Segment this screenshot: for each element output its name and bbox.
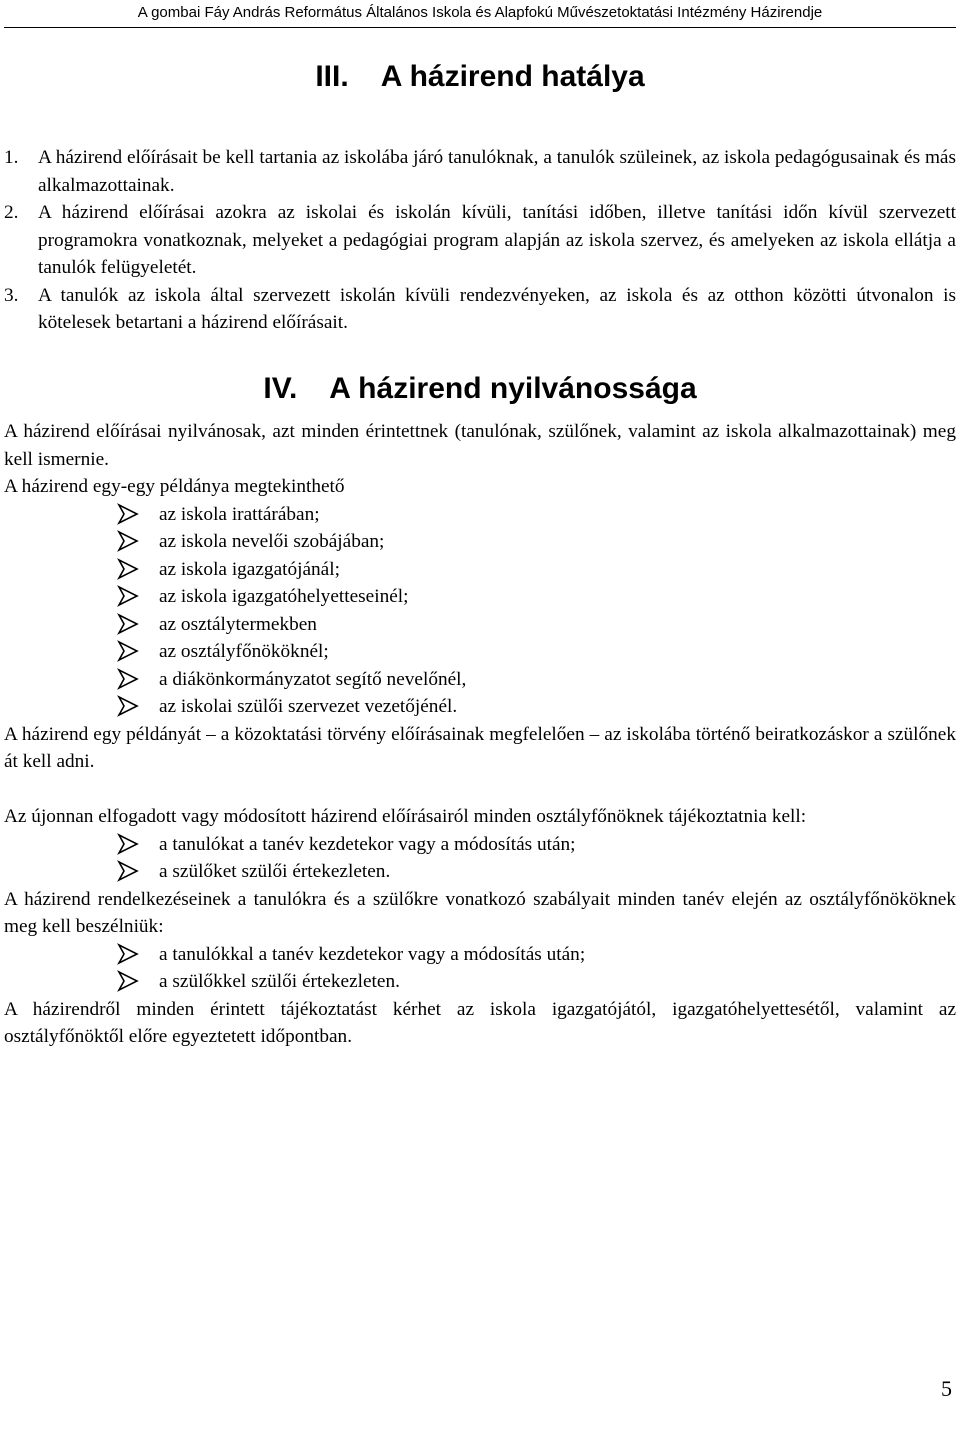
arrowhead-bullet-icon	[117, 640, 139, 662]
section-heading-3	[0, 60, 960, 94]
arrowhead-bullet-icon	[117, 503, 139, 525]
list-item: a szülőkkel szülői értekezleten.	[4, 968, 956, 996]
paragraph: A házirendről minden érintett tájékoztatást kérhet az iskola igazgatójától, igazgatóhelyettesétől, valamint az osztályfőnöktől előre egyeztetett időpontban.	[4, 998, 956, 1047]
paragraph: A házirend rendelkezéseinek a tanulókra és a szülőkre vonatkozó szabályait minden tanév elején az osztályfőnököknek meg kell beszélniük:	[4, 888, 956, 937]
list-item: az iskola igazgatóhelyetteseinél;	[4, 583, 956, 611]
numbered-item	[4, 199, 956, 282]
paragraph: Az újonnan elfogadott vagy módosított házirend előírásairól minden osztályfőnöknek tájékoztatnia kell:	[4, 806, 807, 827]
page-number: 5	[941, 1376, 952, 1401]
arrowhead-bullet-icon	[117, 860, 139, 882]
list-item: az osztályfőnököknél;	[4, 638, 956, 666]
arrowhead-bullet-icon	[117, 833, 139, 855]
section-title: A házirend hatálya	[380, 60, 645, 93]
item-number: 3.	[4, 284, 19, 306]
item-text: A házirend előírásait be kell tartania az iskolába járó tanulóknak, a tanulók szüleinek, az iskola pedagógusainak és más alkalmazottainak.	[38, 147, 956, 196]
arrowhead-bullet-icon	[117, 695, 139, 717]
section-title: A házirend nyilvánossága	[329, 372, 697, 405]
item-number: 2.	[4, 202, 19, 223]
header-divider	[4, 27, 956, 28]
section-3-body	[4, 144, 956, 337]
numbered-item	[4, 282, 956, 337]
list-item: az iskola nevelői szobájában;	[4, 528, 956, 556]
arrowhead-bullet-icon	[117, 668, 139, 690]
list-item: a tanulókkal a tanév kezdetekor vagy a módosítás után;	[4, 941, 956, 969]
discuss-list	[4, 941, 956, 996]
list-item: a tanulókat a tanév kezdetekor vagy a módosítás után;	[4, 831, 956, 859]
numbered-item	[4, 144, 956, 199]
arrowhead-bullet-icon	[117, 530, 139, 552]
section-4-body	[4, 418, 956, 1051]
page-header: A gombai Fáy András Református Általános Iskola és Alapfokú Művészetoktatási Intézmény Házirendje	[137, 4, 823, 21]
paragraph: A házirend előírásai nyilvánosak, azt minden érintettnek (tanulónak, szülőnek, valamint az iskola alkalmazottainak) meg kell ismernie.	[4, 421, 956, 470]
section-number: IV.	[263, 372, 298, 405]
arrowhead-bullet-icon	[117, 585, 139, 607]
list-item: a diákönkormányzatot segítő nevelőnél,	[4, 666, 956, 694]
arrowhead-bullet-icon	[117, 943, 139, 965]
paragraph: A házirend egy példányát – a közoktatási törvény előírásainak megfelelően – az iskolába történő beiratkozáskor a szülőnek át kell adni.	[4, 723, 956, 772]
blank-line	[4, 776, 956, 804]
arrowhead-bullet-icon	[117, 613, 139, 635]
arrowhead-bullet-icon	[117, 970, 139, 992]
list-item: az iskola irattárában;	[4, 501, 956, 529]
list-item: az iskolai szülői szervezet vezetőjénél.	[4, 693, 956, 721]
item-text: A házirend előírásai azokra az iskolai és iskolán kívüli, tanítási időben, illetve tanítási időn kívül szervezett programokra vonatkoznak, melyeket a pedagógiai program alapján az iskola szervez, és amelyeken az iskola ellátja a tanulók felügyeletét.	[38, 202, 956, 278]
section-heading-4	[0, 372, 960, 406]
locations-list	[4, 501, 956, 721]
section-number: III.	[315, 60, 349, 93]
inform-list	[4, 831, 956, 886]
list-item: az osztálytermekben	[4, 611, 956, 639]
item-number: 1.	[4, 147, 19, 168]
item-text: A tanulók az iskola által szervezett iskolán kívüli rendezvényeken, az iskola és az otthon közötti útvonalon is kötelesek betartani a házirend előírásait.	[38, 284, 956, 333]
list-item: az iskola igazgatójánál;	[4, 556, 956, 584]
arrowhead-bullet-icon	[117, 558, 139, 580]
list-item: a szülőket szülői értekezleten.	[4, 858, 956, 886]
paragraph: A házirend egy-egy példánya megtekinthető	[4, 476, 345, 497]
